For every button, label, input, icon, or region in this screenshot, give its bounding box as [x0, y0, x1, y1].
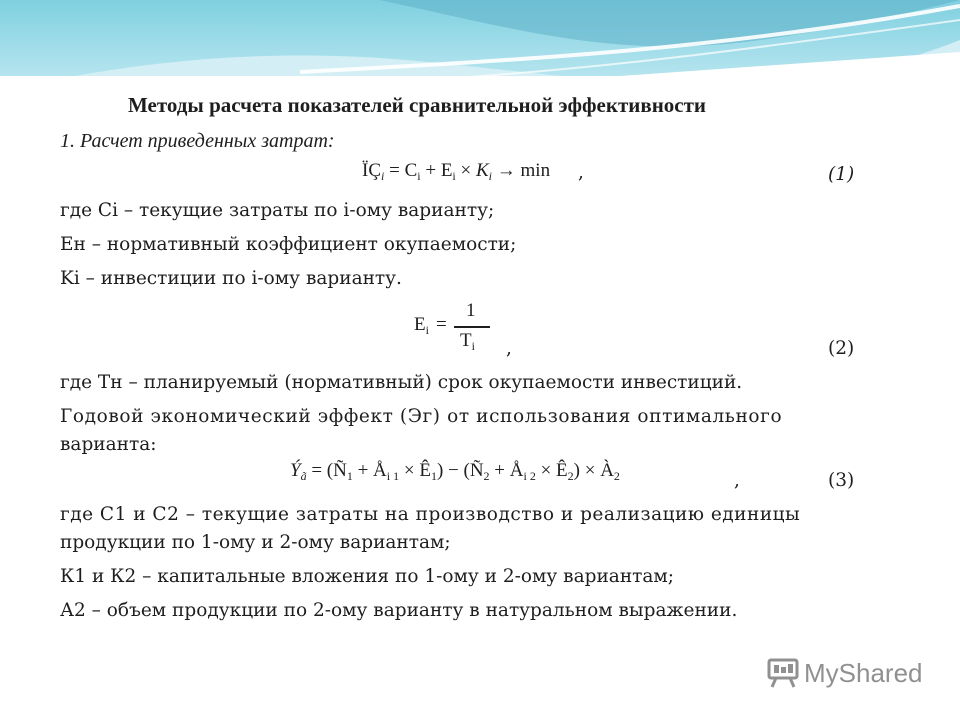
definition-c1c2-line-1: где С1 и С2 – текущие затраты на производство и реализацию единицы: [60, 504, 801, 525]
myshared-watermark: [766, 656, 923, 690]
slide-title: Методы расчета показателей сравнительной эффективности: [128, 93, 707, 117]
formula-1-comma: ,: [578, 162, 584, 183]
formula-2-number: (2): [828, 338, 855, 359]
formula-3-comma: ,: [734, 470, 740, 491]
section-subtitle: 1. Расчет приведенных затрат:: [60, 130, 335, 152]
formula-3: $Ý_ã$ = ($Ñ_1$ + $Å_{i 1}$ × $Ê_1$) − ($Ñ_2$ + $Å_{i 2}$ × $Ê_2$) × $À_2$: [290, 460, 620, 483]
formula-2-comma: ,: [506, 338, 512, 359]
formula-1: $ÏÇ_i = C_i + E_i \times K_i \to \min$: [362, 160, 551, 183]
definition-a2: А2 – объем продукции по 2-ому варианту в натуральном выражении.: [60, 600, 738, 621]
definition-ki: Ki – инвестиции по i-ому варианту.: [60, 268, 402, 289]
watermark-text: MyShared: [804, 657, 923, 688]
definition-en: Ен – нормативный коэффициент окупаемости;: [60, 234, 517, 255]
definition-ci: где Ci – текущие затраты по i-ому варианту;: [60, 200, 495, 221]
effect-line-2: варианта:: [60, 434, 157, 455]
formula-2: $E_i$ = 1 $T_i$: [414, 300, 494, 360]
definition-c1c2-line-2: продукции по 1-ому и 2-ому вариантам;: [60, 532, 451, 553]
formula-3-number: (3): [828, 470, 855, 491]
effect-line-1: Годовой экономический эффект (Эг) от использования оптимального: [60, 406, 783, 427]
definition-tn: где Тн – планируемый (нормативный) срок окупаемости инвестиций.: [60, 372, 743, 393]
formula-1-number: (1): [828, 164, 855, 185]
definition-k1k2: К1 и К2 – капитальные вложения по 1-ому и 2-ому вариантам;: [60, 566, 675, 587]
presentation-board-icon: [766, 656, 800, 690]
